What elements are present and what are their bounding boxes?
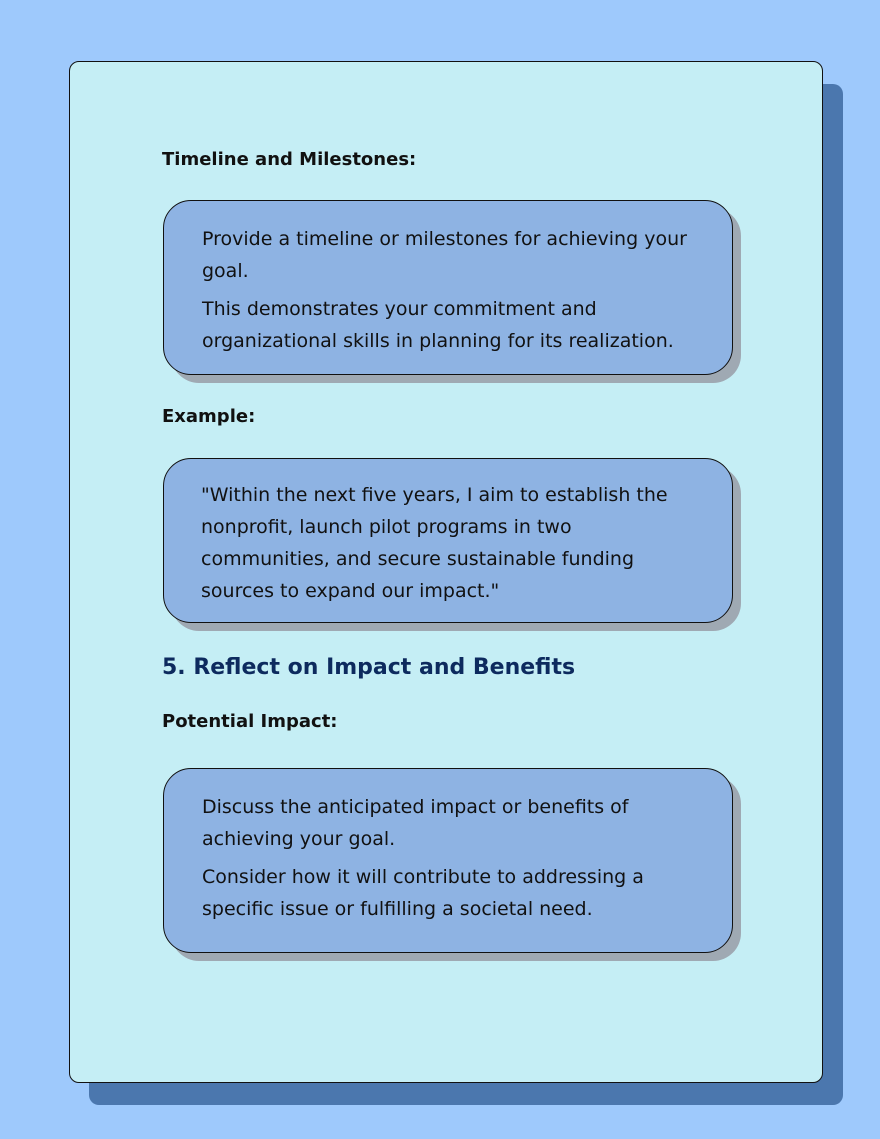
timeline-text-1: Provide a timeline or milestones for achieving your goal. bbox=[202, 228, 687, 282]
example-box bbox=[163, 458, 733, 623]
label-timeline: Timeline and Milestones: bbox=[162, 149, 417, 170]
timeline-box bbox=[163, 200, 733, 375]
section-heading: 5. Reflect on Impact and Benefits bbox=[162, 655, 576, 680]
impact-text-2: Consider how it will contribute to addressing a specific issue or fulfilling a societal need. bbox=[202, 866, 644, 920]
impact-box bbox=[163, 768, 733, 953]
impact-text-1: Discuss the anticipated impact or benefits of achieving your goal. bbox=[202, 796, 629, 850]
timeline-text-2: This demonstrates your commitment and organizational skills in planning for its realization. bbox=[202, 298, 674, 352]
label-example: Example: bbox=[162, 406, 256, 427]
example-text: "Within the next five years, I aim to establish the nonprofit, launch pilot programs in two communities, and secure sustainable funding sources to expand our impact." bbox=[201, 484, 668, 602]
label-potential-impact: Potential Impact: bbox=[162, 711, 338, 732]
